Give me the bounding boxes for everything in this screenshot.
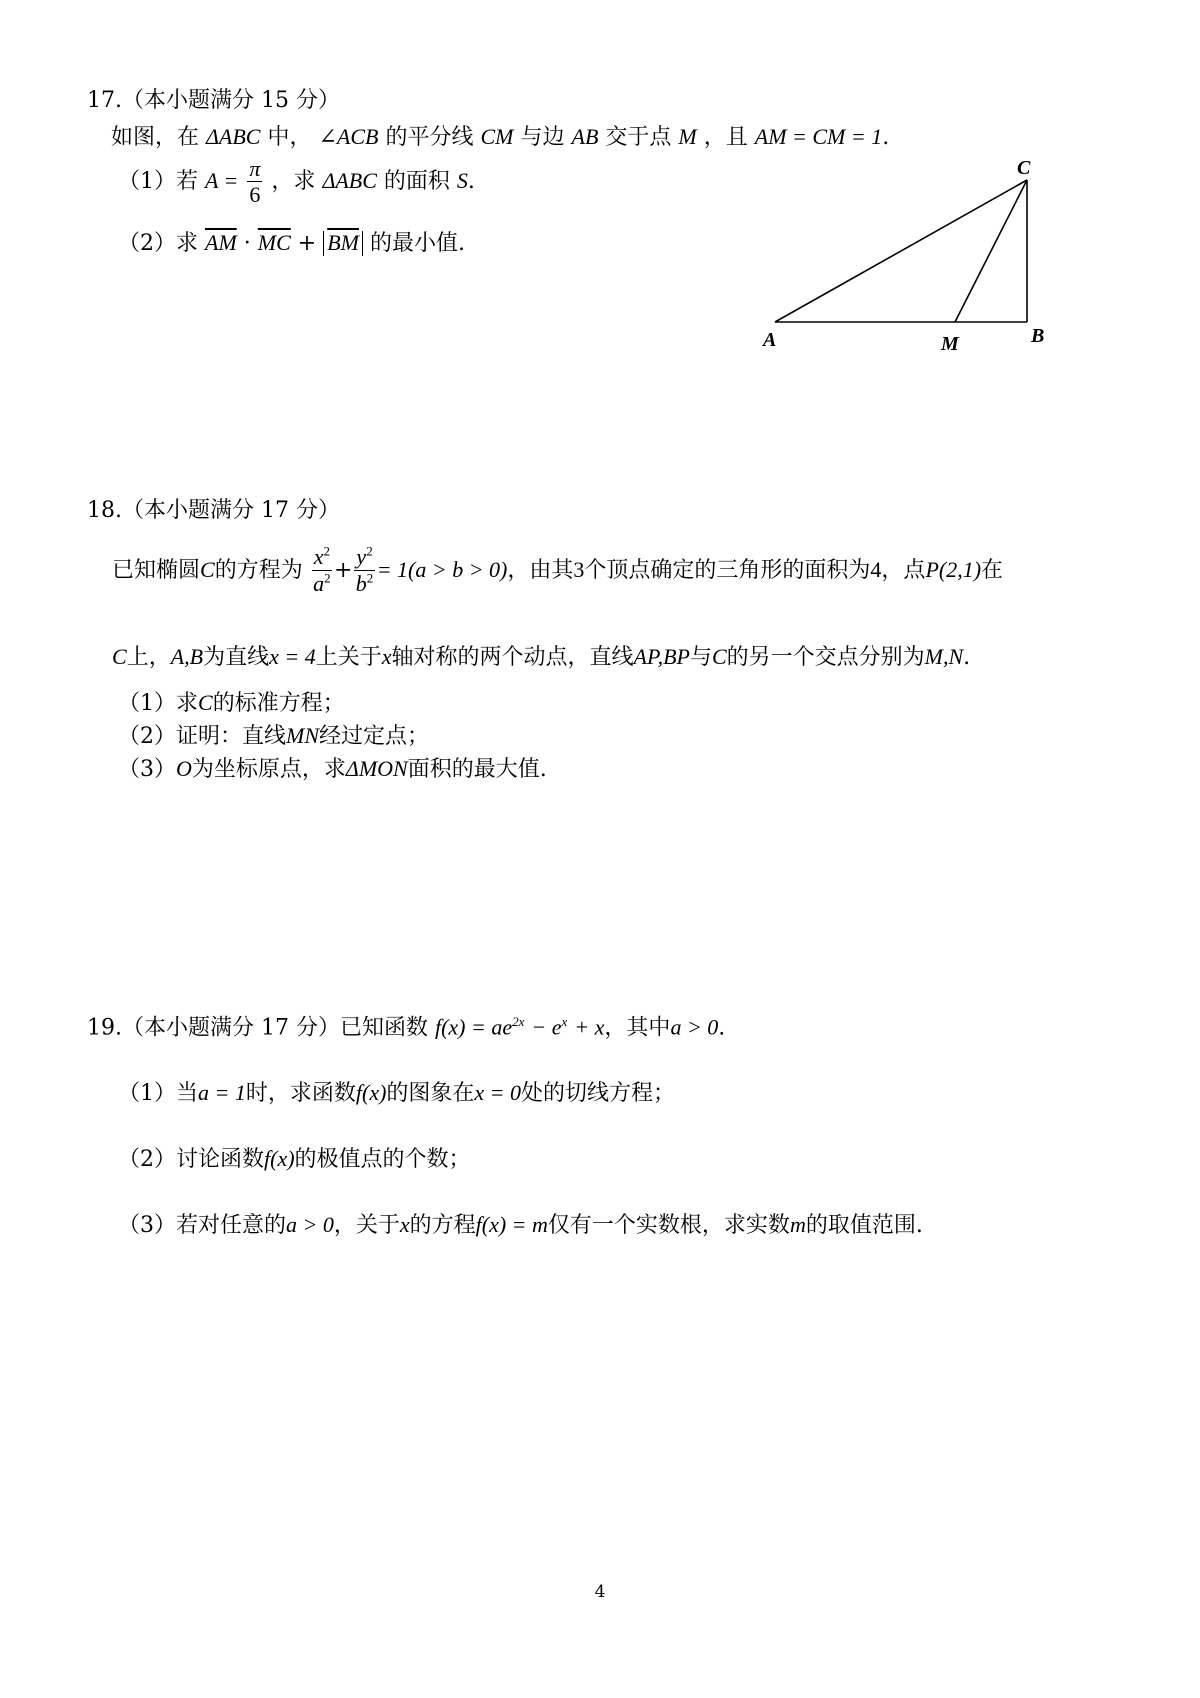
segment-cm: [955, 180, 1027, 322]
problem-18-question-1: （1）求C的标准方程；: [118, 690, 345, 716]
problem-17-stem: 如图，在 ΔABC 中， ∠ACB 的平分线 CM 与边 AB 交于点 M ，且 AM = CM = 1.: [111, 124, 890, 150]
triangle-figure: [755, 160, 1065, 360]
vector-mc: $\overline{MC}$: [257, 230, 291, 255]
problem-18-line-1: 已知椭圆C的方程为 $\frac{x^2}{a^2}$ + $\frac{y^2}{b^2}$ = 1(a > b > 0)，由其3个顶点确定的三角形的面积为4，点P(2,1)在: [112, 543, 1004, 597]
problem-19-question-2: （2）讨论函数f(x)的极值点的个数；: [118, 1146, 471, 1172]
label-b: B: [1031, 325, 1045, 347]
label-m: M: [941, 333, 959, 355]
fraction-x2-over-a2: $\frac{x^2}{a^2}$: [313, 543, 331, 597]
problem-18-question-3: （3）O为坐标原点，求ΔMON面积的最大值.: [118, 756, 547, 782]
fraction-pi-over-6: $\frac{\pi}{6}$: [249, 156, 261, 208]
abs-vector-bm: $\overline{BM}$: [323, 231, 363, 256]
problem-19-question-1: （1）当a = 1时，求函数f(x)的图象在x = 0处的切线方程；: [118, 1080, 676, 1106]
problem-19-question-3: （3）若对任意的a > 0，关于x的方程f(x) = m仅有一个实数根，求实数m的取值范围.: [118, 1212, 923, 1238]
label-a: A: [763, 329, 777, 351]
problem-17-header: 17.（本小题满分 15 分）: [87, 88, 340, 113]
page-number: 4: [594, 1582, 606, 1602]
vector-am: $\overline{AM}$: [205, 230, 237, 255]
problem-17-question-2: （2）求 $\overline{AM} \cdot \overline{MC} + \overline{BM}$ 的最小值.: [118, 230, 465, 256]
segment-ac: [775, 180, 1027, 322]
problem-18-question-2: （2）证明：直线MN经过定点；: [118, 723, 430, 749]
label-c: C: [1017, 160, 1031, 179]
problem-17-question-1: （1）若 A = $\frac{\pi}{6}$ ，求 ΔABC 的面积 S.: [118, 156, 475, 208]
fraction-y2-over-b2: $\frac{y^2}{b^2}$: [355, 543, 374, 597]
problem-18-line-2: C上，A,B为直线x = 4上关于x轴对称的两个动点，直线AP,BP与C的另一个交点分别为M,N.: [112, 644, 971, 670]
problem-19-header: 19.（本小题满分 17 分）已知函数 $f(x) = ae^{2x} - e^x + x$，其中a > 0.: [87, 1014, 726, 1041]
problem-18-header: 18.（本小题满分 17 分）: [87, 498, 340, 523]
